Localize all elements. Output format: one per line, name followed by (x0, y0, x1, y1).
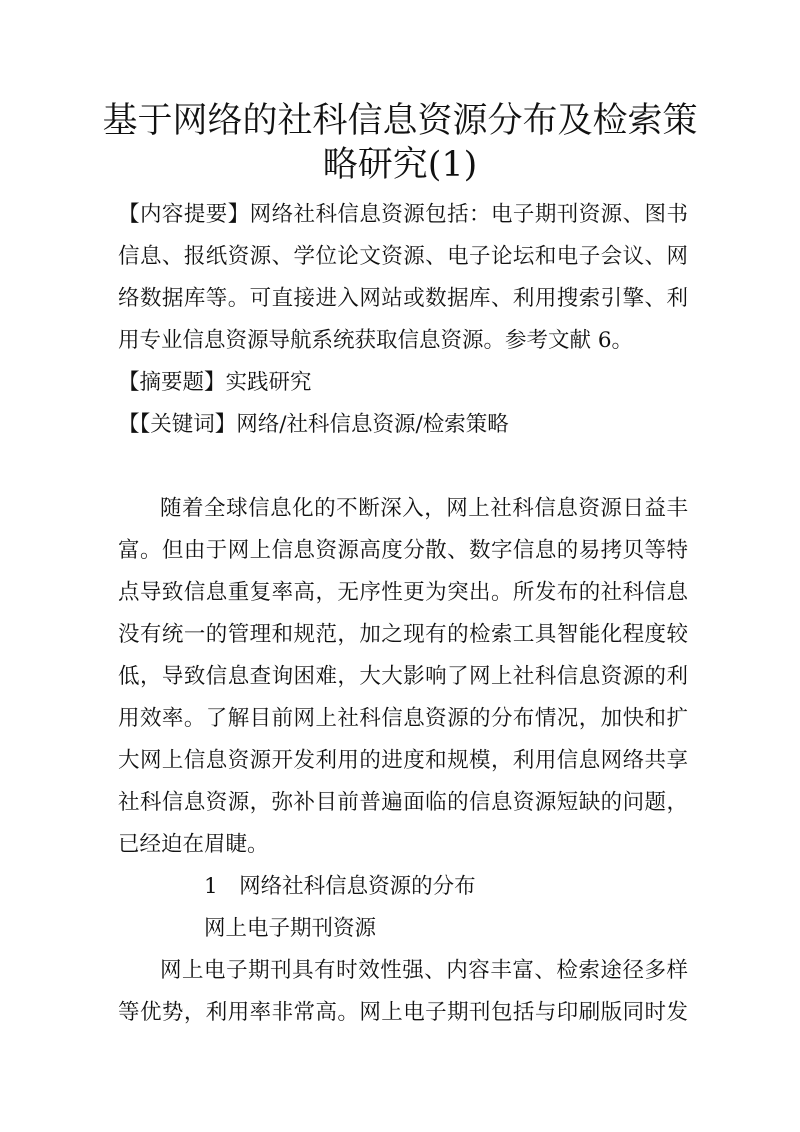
abstract-line-2: 信息、报纸资源、学位论文资源、电子论坛和电子会议、网 (118, 244, 688, 269)
body-line-7: 大网上信息资源开发利用的进度和规模，利用信息网络共享 (118, 748, 688, 773)
title-line-1: 基于网络的社科信息资源分布及检索策 (102, 101, 698, 141)
section-body-line-2: 等优势，利用率非常高。网上电子期刊包括与印刷版同时发 (118, 1000, 688, 1025)
body-line-4: 没有统一的管理和规范，加之现有的检索工具智能化程度较 (118, 622, 688, 647)
body-line-5: 低，导致信息查询困难，大大影响了网上社科信息资源的利 (118, 664, 688, 689)
title-line-2: 略研究(1) (322, 145, 478, 185)
body-line-2: 富。但由于网上信息资源高度分散、数字信息的易拷贝等特 (118, 538, 688, 563)
keywords: 【【关键词】网络/社科信息资源/检索策略 (118, 412, 509, 437)
body-line-1: 随着全球信息化的不断深入，网上社科信息资源日益丰 (160, 496, 688, 521)
abstract-line-1: 【内容提要】网络社科信息资源包括：电子期刊资源、图书 (118, 202, 688, 227)
section-body-line-1: 网上电子期刊具有时效性强、内容丰富、检索途径多样 (160, 958, 688, 983)
abstract-line-4: 用专业信息资源导航系统获取信息资源。参考文献 6。 (118, 328, 634, 353)
body-line-3: 点导致信息重复率高，无序性更为突出。所发布的社科信息 (118, 580, 688, 605)
body-line-9: 已经迫在眉睫。 (118, 832, 269, 857)
summary-topic: 【摘要题】实践研究 (118, 370, 312, 395)
body-line-6: 用效率。了解目前网上社科信息资源的分布情况，加快和扩 (118, 706, 688, 731)
body-line-8: 社科信息资源，弥补目前普遍面临的信息资源短缺的问题， (118, 790, 688, 815)
section-heading: 1 网络社科信息资源的分布 (204, 874, 476, 899)
subsection-heading: 网上电子期刊资源 (204, 916, 377, 941)
abstract-line-3: 络数据库等。可直接进入网站或数据库、利用搜索引擎、利 (118, 286, 688, 311)
